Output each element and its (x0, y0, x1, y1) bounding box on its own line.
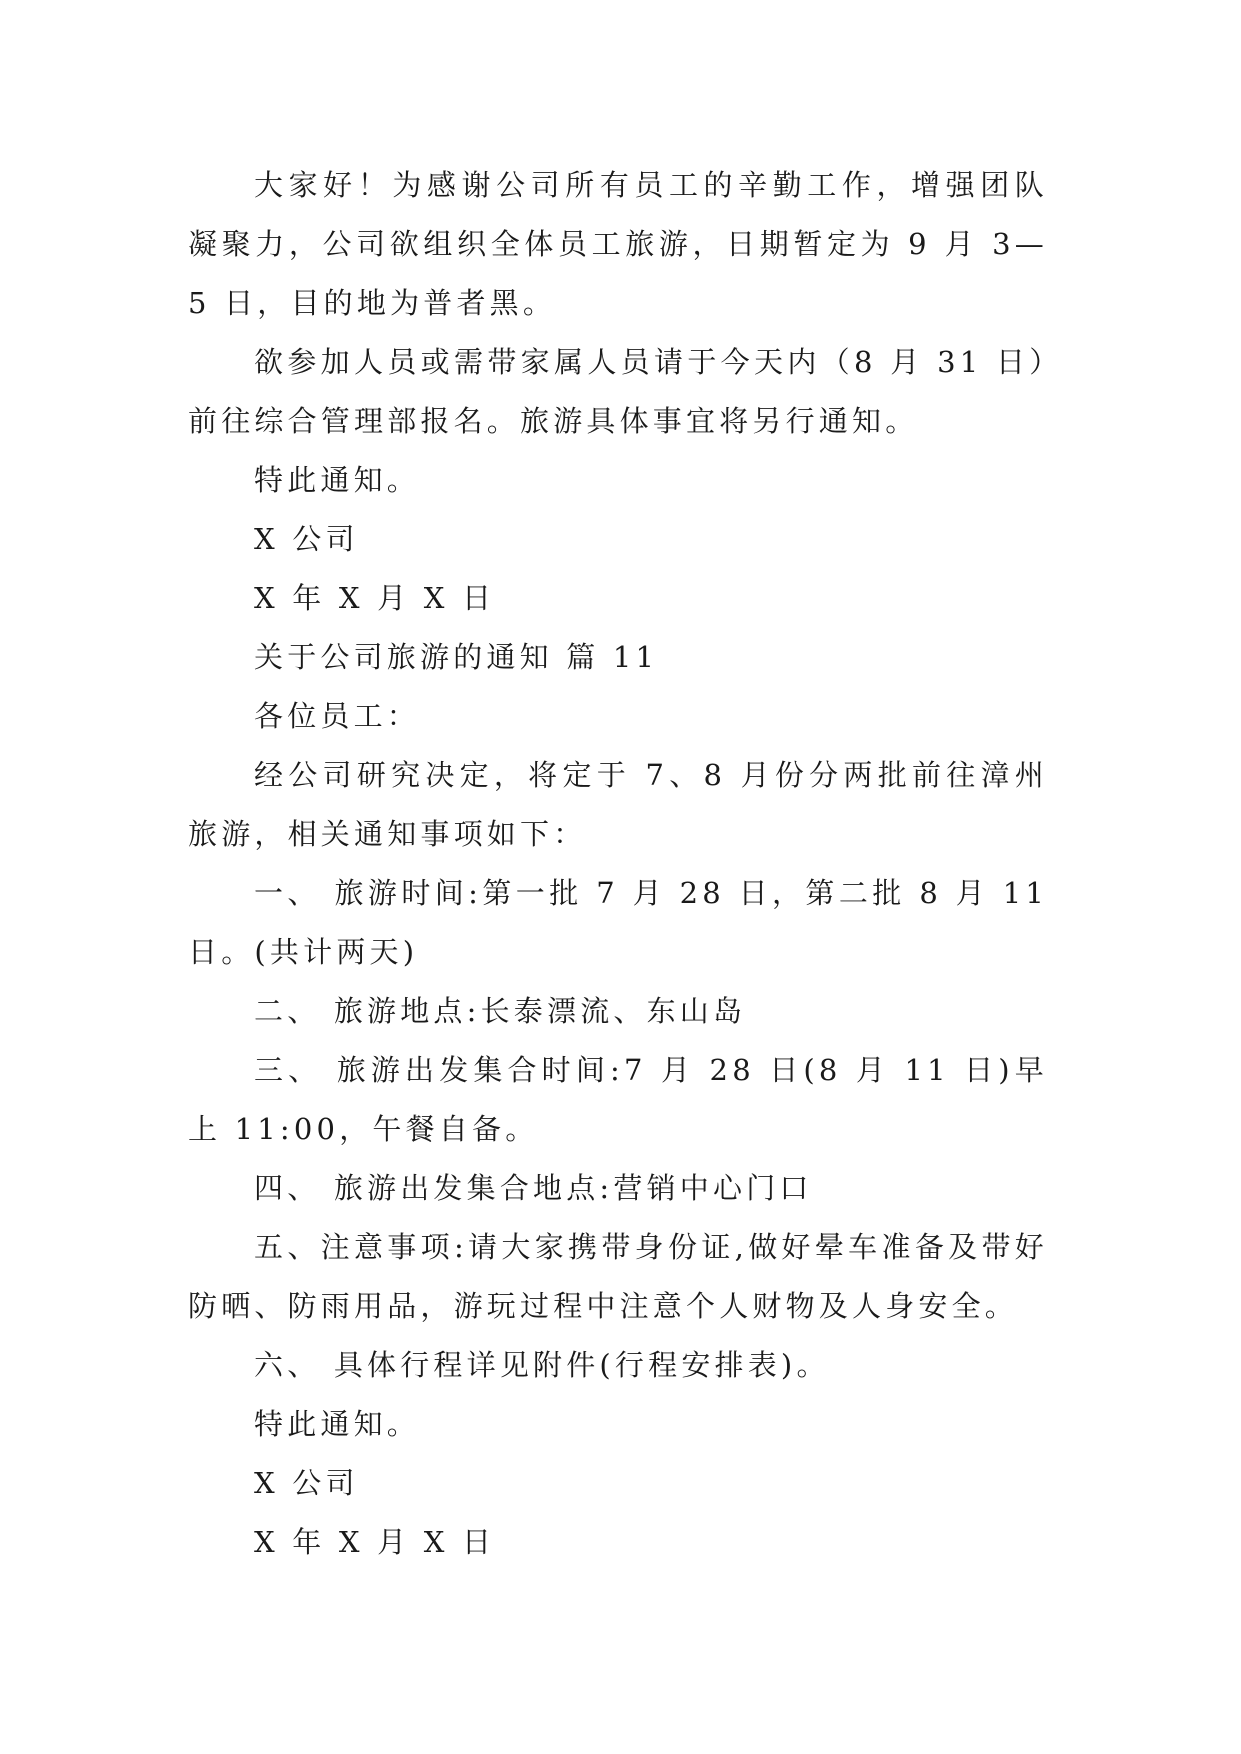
paragraph-closing-notice: 特此通知。 (254, 463, 421, 497)
paragraph-registration: 欲参加人员或需带家属人员请于今天内（8 月 31 日）前往综合管理部报名。旅游具体事宜将另行通知。 (188, 345, 1048, 438)
paragraph-greeting: 大家好！为感谢公司所有员工的辛勤工作，增强团队凝聚力，公司欲组织全体员工旅游，日期暂定为 9 月 3—5 日，目的地为普者黑。 (188, 168, 1048, 320)
paragraph-decision: 经公司研究决定，将定于 7、8 月份分两批前往漳州旅游，相关通知事项如下： (188, 758, 1048, 851)
item-travel-time: 一、 旅游时间:第一批 7 月 28 日，第二批 8 月 11 日。(共计两天) (188, 876, 1048, 969)
item-assembly-location: 四、 旅游出发集合地点:营销中心门口 (254, 1171, 813, 1205)
paragraph-closing-notice-2: 特此通知。 (254, 1407, 421, 1441)
section-title: 关于公司旅游的通知 篇 11 (254, 640, 659, 674)
signature-company-2: X 公司 (254, 1466, 359, 1500)
signature-company: X 公司 (254, 522, 359, 556)
document-body (188, 156, 1048, 1572)
item-travel-location: 二、 旅游地点:长泰漂流、东山岛 (254, 994, 747, 1028)
signature-date-2: X 年 X 月 X 日 (254, 1525, 496, 1559)
item-assembly-time: 三、 旅游出发集合时间:7 月 28 日(8 月 11 日)早上 11:00，午餐自备。 (188, 1053, 1048, 1146)
item-precautions: 五、注意事项:请大家携带身份证,做好晕车准备及带好防晒、防雨用品，游玩过程中注意个人财物及人身安全。 (188, 1230, 1048, 1323)
signature-date: X 年 X 月 X 日 (254, 581, 496, 615)
salutation: 各位员工： (254, 699, 421, 733)
item-itinerary: 六、 具体行程详见附件(行程安排表)。 (254, 1348, 830, 1382)
